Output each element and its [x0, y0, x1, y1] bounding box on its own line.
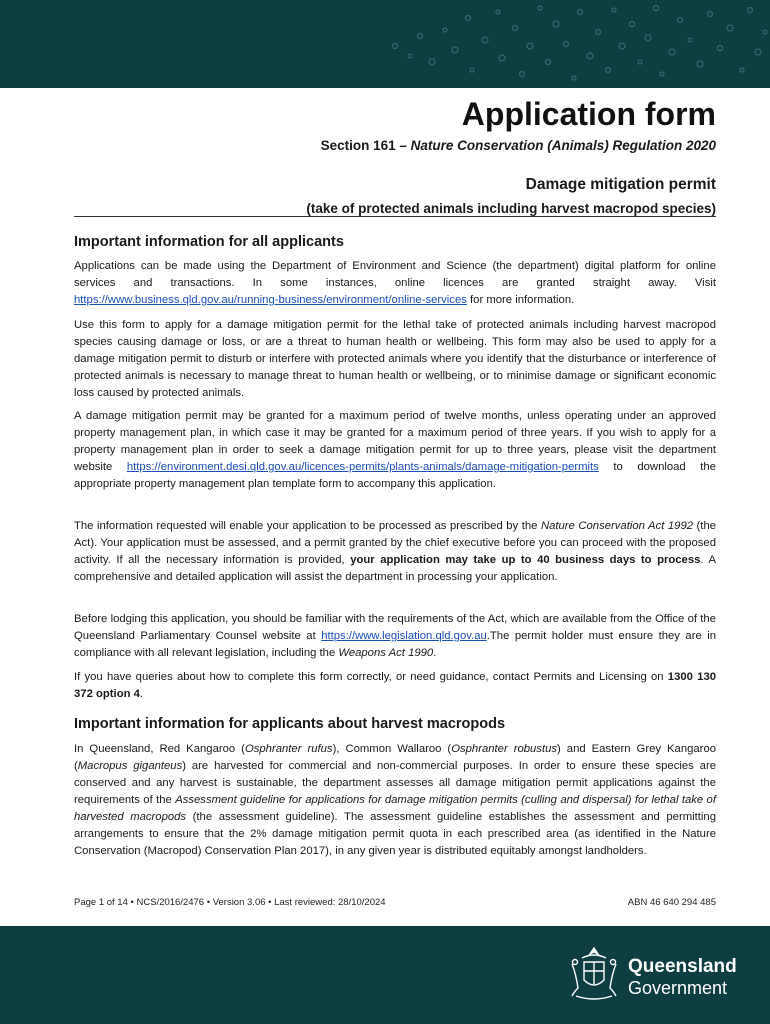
paragraph-text: (the Act). Your application must be assessed, and a permit granted by the chief executive before you can proceed with the proposed activity. If all the necessary information is provided,: [74, 520, 717, 566]
subtitle-prefix: Section 161 –: [320, 138, 411, 153]
paragraph-text: Applications can be made using the Department of Environment and Science (the department) digital platform for online services and transactions. In some instances, online licences are granted straight away. Visit: [74, 260, 716, 289]
paragraph-text: . A comprehensive and detailed application will assist the department in processing your application.: [74, 554, 716, 583]
paragraph-contact: [74, 669, 716, 703]
section-heading-all-applicants: Important information for all applicants: [74, 234, 344, 250]
paragraph-macropods: [74, 741, 716, 860]
regulation-name: Nature Conservation (Animals) Regulation 2020: [410, 138, 716, 153]
paragraph-text: ) and Eastern Grey Kangaroo (: [74, 743, 717, 772]
paragraph-text: Before lodging this application, you should be familiar with the requirements of the Act, which are available from the Office of the Queensland Parliamentary Counsel website at: [74, 613, 716, 642]
paragraph-form-purpose: Use this form to apply for a damage mitigation permit for the lethal take of protected animals including harvest macropod species causing damage or loss, or are a threat to human health or wellbeing. This form may also be used to apply for a damage mitigation permit to disturb or interfere with protected animals where you identify that the disturbance or interference of protected animals is necessary to manage threat to human health or wellbeing, or to minimise damage or significant economic loss caused by protected animals.: [74, 319, 716, 399]
paragraph-text: ), Common Wallaroo (: [332, 743, 452, 755]
guideline-name: Assessment guideline for applications for damage mitigation permits (culling and dispersal) for lethal take of harvested macropods: [74, 794, 716, 823]
footer-abn: ABN 46 640 294 485: [627, 897, 716, 908]
paragraph-permit-period: [74, 408, 716, 493]
paragraph-text: to download the appropriate property management plan template form to accompany this application.: [74, 461, 716, 490]
regulation-subtitle: [321, 138, 716, 153]
logo-text-government: Government: [628, 978, 728, 998]
paragraph-text: .: [433, 647, 437, 659]
queensland-government-logo: [566, 944, 736, 1004]
weapons-act-name: Weapons Act 1990: [338, 647, 434, 659]
paragraph-text: In Queensland, Red Kangaroo (: [74, 743, 245, 755]
paragraph-text: .: [139, 688, 144, 700]
species-name: Macropus giganteus: [77, 760, 183, 772]
section-heading-harvest-macropods: Important information for applicants about harvest macropods: [74, 716, 506, 732]
damage-mitigation-link[interactable]: https://environment.desi.qld.gov.au/licences-permits/plants-animals/damage-mitigation-permits: [126, 461, 599, 473]
legislation-link[interactable]: https://www.legislation.qld.gov.au: [321, 630, 487, 642]
paragraph-text: ) are harvested for commercial and non-commercial purposes. In order to ensure these species are conserved and any harvest is sustainable, the department assesses all damage mitigation permit applications against the requirements of the: [74, 760, 717, 806]
dot-pattern: [0, 0, 770, 88]
footer-page-info: Page 1 of 14 • NCS/2016/2476 • Version 3.06 • Last reviewed: 28/10/2024: [74, 897, 386, 908]
paragraph-text: .The permit holder must ensure they are in compliance with all relevant legislation, including the: [74, 630, 717, 659]
title-divider: [74, 216, 716, 217]
permit-title: Damage mitigation permit: [525, 176, 716, 193]
paragraph-text: The information requested will enable your application to be processed as prescribed by the: [74, 520, 541, 532]
page-footer: [74, 897, 716, 908]
paragraph-text: (the assessment guideline). The assessment guideline establishes the assessment and permitting arrangements to ensure that the 2% damage mitigation permit quota in each prescribed area (as identified in the Nature Conservation (Macropod) Conservation Plan 2017), in any given year is distributed equitably amongst landholders.: [74, 811, 716, 857]
paragraph-legislation: [74, 611, 716, 662]
online-services-link[interactable]: https://www.business.qld.gov.au/running-business/environment/online-services: [74, 294, 467, 306]
species-name: Osphranter rufus: [244, 743, 333, 755]
header-banner: [0, 0, 770, 88]
permit-subtitle: (take of protected animals including harvest macropod species): [306, 201, 716, 216]
paragraph-processing: [74, 518, 716, 586]
coat-of-arms-icon: [566, 944, 622, 1004]
page-title: Application form: [461, 96, 716, 132]
processing-time: your application may take up to 40 business days to process: [350, 554, 701, 566]
paragraph-online-services: [74, 258, 716, 309]
contact-phone: 1300 130 372 option 4: [74, 671, 717, 700]
act-name: Nature Conservation Act 1992: [540, 520, 694, 532]
paragraph-text: If you have queries about how to complete this form correctly, or need guidance, contact Permits and Licensing on: [74, 671, 668, 683]
species-name: Osphranter robustus: [451, 743, 558, 755]
paragraph-text: A damage mitigation permit may be granted for a maximum period of twelve months, unless operating under an approved property management plan, in which case it may be granted for a maximum period of three years. If you wish to apply for a property management plan in order to seek a damage mitigation permit for up to three years, please visit the department website: [74, 410, 716, 473]
logo-text-queensland: Queensland: [628, 956, 737, 977]
paragraph-text: for more information.: [466, 294, 575, 306]
